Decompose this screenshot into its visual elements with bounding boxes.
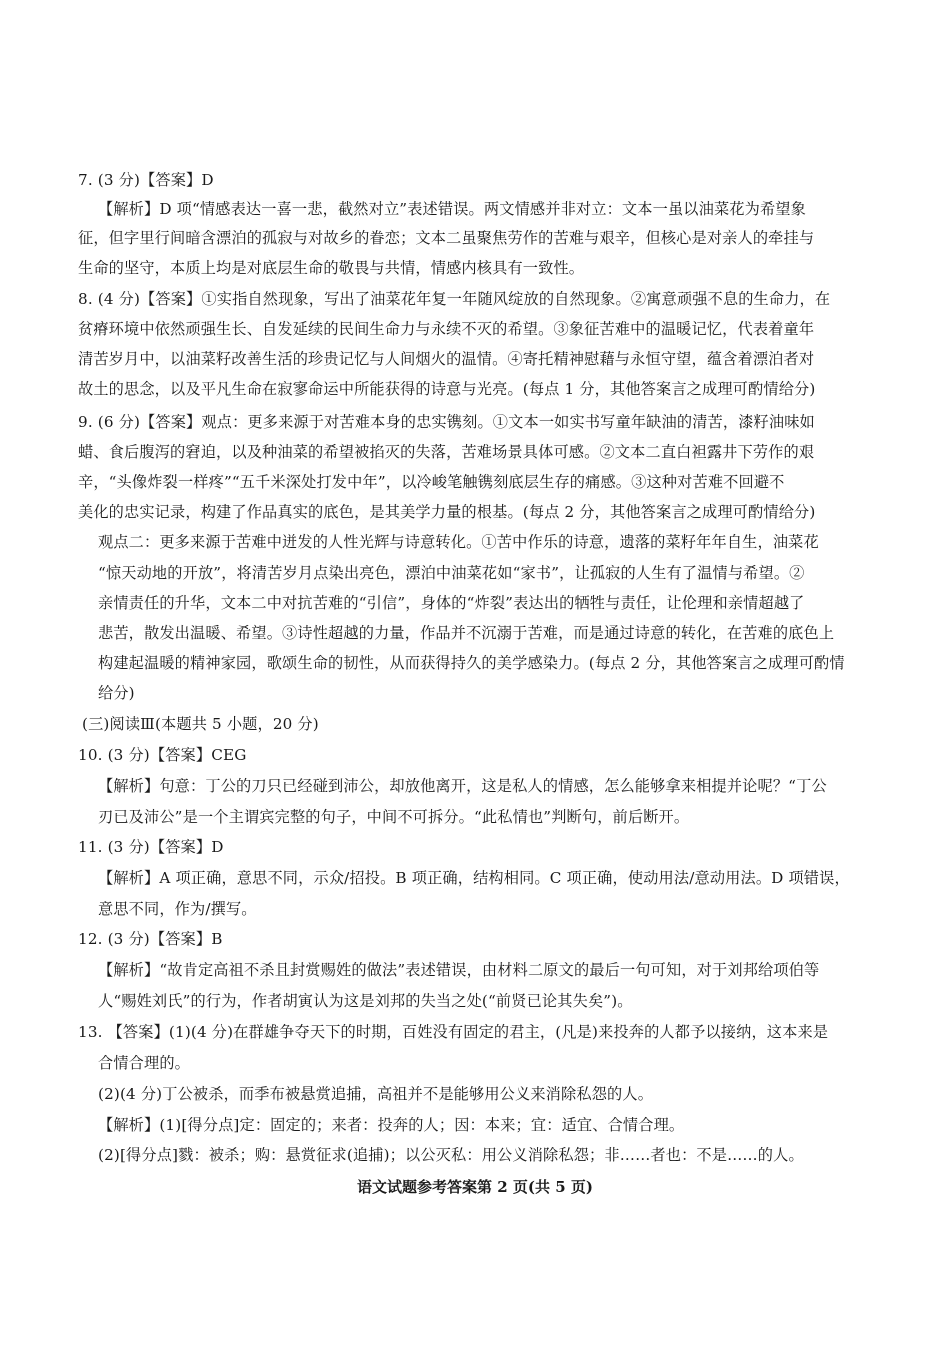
text-line: 刃已及沛公”是一个主谓宾完整的句子，中间不可拆分。“此私情也”判断句，前后断开。 bbox=[98, 808, 690, 826]
q8-answer: 8. (4 分)【答案】①实指自然现象，写出了油菜花年复一年随风绽放的自然现象。②寓意顽强不息的生命力，在 bbox=[78, 290, 831, 308]
q9-viewpoint-two: 观点二：更多来源于苦难中迸发的人性光辉与诗意转化。①苦中作乐的诗意，遗落的菜籽年年自生，油菜花 bbox=[98, 533, 819, 551]
text-line: 辛，“头像炸裂一样疼”“五千米深处打发中年”，以冷峻笔触镌刻底层生存的痛感。③这种对苦难不回避不 bbox=[78, 473, 785, 491]
text-line: 生命的坚守，本质上均是对底层生命的敬畏与共情，情感内核具有一致性。 bbox=[78, 259, 585, 277]
text-line: 意思不同，作为/撰写。 bbox=[98, 900, 257, 918]
text-line: 故土的思念，以及平凡生命在寂寥命运中所能获得的诗意与光亮。(每点 1 分，其他答案言之成理可酌情给分) bbox=[78, 380, 816, 398]
q13-answer: 13. 【答案】(1)(4 分)在群雄争夺天下的时期，百姓没有固定的君主，(凡是)来投奔的人都予以接纳，这本来是 bbox=[78, 1023, 829, 1041]
section-heading: (三)阅读Ⅲ(本题共 5 小题，20 分) bbox=[82, 715, 319, 733]
text-line: (2)[得分点]戮：被杀；购：悬赏征求(追捕)；以公灭私：用公义消除私怨；非……者也：不是……的人。 bbox=[98, 1146, 804, 1164]
q7-analysis: 【解析】D 项“情感表达一喜一悲，截然对立”表述错误。两文情感并非对立：文本一虽以油菜花为希望象 bbox=[98, 200, 806, 218]
q7-answer: 7. (3 分)【答案】D bbox=[78, 171, 214, 189]
text-line: 征，但字里行间暗含漂泊的孤寂与对故乡的眷恋；文本二虽聚焦劳作的苦难与艰辛，但核心是对亲人的牵挂与 bbox=[78, 229, 815, 247]
q13-analysis: 【解析】(1)[得分点]定：固定的；来者：投奔的人；因：本来；宜：适宜、合情合理。 bbox=[98, 1116, 685, 1134]
text-line: 悲苦，散发出温暖、希望。③诗性超越的力量，作品并不沉溺于苦难，而是通过诗意的转化，在苦难的底色上 bbox=[98, 624, 835, 642]
text-line: 人“赐姓刘氏”的行为，作者胡寅认为这是刘邦的失当之处(“前贤已论其失矣”)。 bbox=[98, 992, 633, 1010]
text-line: 亲情责任的升华，文本二中对抗苦难的“引信”，身体的“炸裂”表达出的牺牲与责任，让伦理和亲情超越了 bbox=[98, 594, 805, 612]
q13-answer-part2: (2)(4 分)丁公被杀，而季布被悬赏追捕，高祖并不是能够用公义来消除私怨的人。 bbox=[98, 1085, 654, 1103]
text-line: 美化的忠实记录，构建了作品真实的底色，是其美学力量的根基。(每点 2 分，其他答案言之成理可酌情给分) bbox=[78, 503, 816, 521]
q12-analysis: 【解析】“故肯定高祖不杀且封赏赐姓的做法”表述错误，由材料二原文的最后一句可知，对于刘邦给项伯等 bbox=[98, 961, 820, 979]
text-line: 蜡、食后腹泻的窘迫，以及种油菜的希望被掐灭的失落，苦难场景具体可感。②文本二直白袒露井下劳作的艰 bbox=[78, 443, 815, 461]
text-line: 清苦岁月中，以油菜籽改善生活的珍贵记忆与人间烟火的温情。④寄托精神慰藉与永恒守望，蕴含着漂泊者对 bbox=[78, 350, 815, 368]
q9-answer: 9. (6 分)【答案】观点：更多来源于对苦难本身的忠实镌刻。①文本一如实书写童年缺油的清苦，漆籽油味如 bbox=[78, 413, 815, 431]
text-line: 给分) bbox=[98, 684, 135, 702]
page-footer: 语文试题参考答案第 2 页(共 5 页) bbox=[357, 1178, 593, 1196]
q10-answer: 10. (3 分)【答案】CEG bbox=[78, 746, 247, 764]
q12-answer: 12. (3 分)【答案】B bbox=[78, 930, 223, 948]
text-line: 合情合理的。 bbox=[98, 1054, 191, 1072]
text-line: 贫瘠环境中依然顽强生长、自发延续的民间生命力与永续不灭的希望。③象征苦难中的温暖记忆，代表着童年 bbox=[78, 320, 815, 338]
q10-analysis: 【解析】句意：丁公的刀只已经碰到沛公，却放他离开，这是私人的情感，怎么能够拿来相提并论呢？“丁公 bbox=[98, 777, 827, 795]
q11-answer: 11. (3 分)【答案】D bbox=[78, 838, 224, 856]
text-line: “惊天动地的开放”，将清苦岁月点染出亮色，漂泊中油菜花如“家书”，让孤寂的人生有了温情与希望。② bbox=[98, 564, 805, 582]
q11-analysis: 【解析】A 项正确，意思不同，示众/招投。B 项正确，结构相同。C 项正确，使动用法/意动用法。D 项错误， bbox=[98, 869, 850, 887]
text-line: 构建起温暖的精神家园，歌颂生命的韧性，从而获得持久的美学感染力。(每点 2 分，其他答案言之成理可酌情 bbox=[98, 654, 845, 672]
